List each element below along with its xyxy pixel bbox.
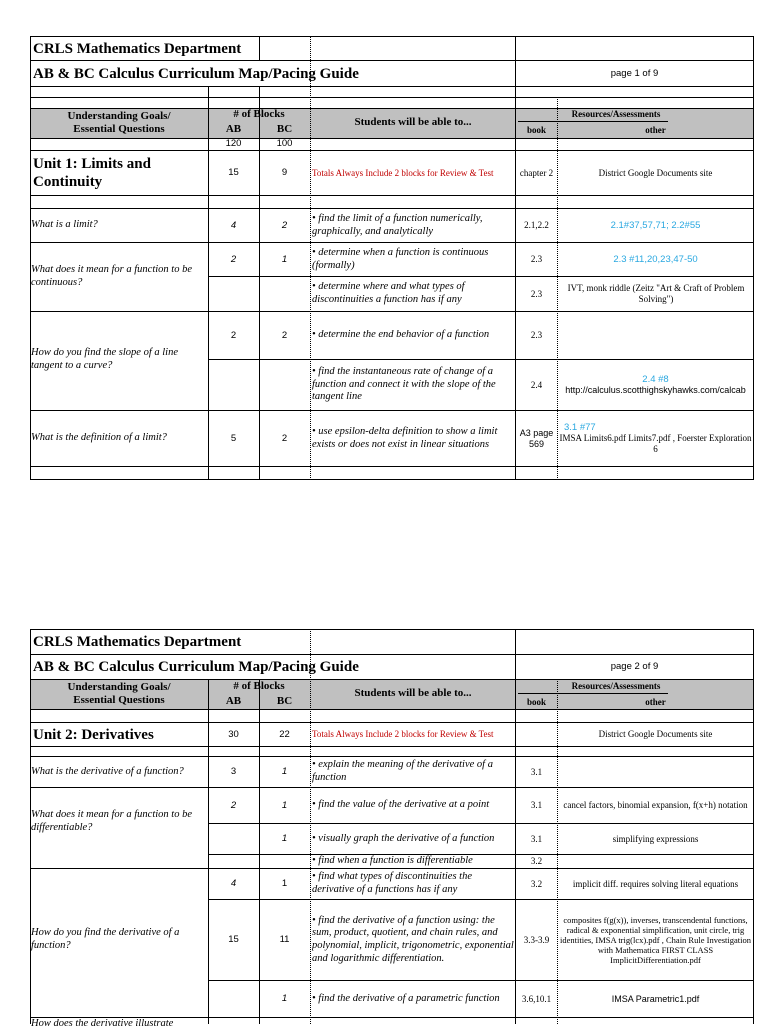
unit-title: Unit 1: Limits and Continuity	[33, 156, 151, 190]
question-text: What does it mean for a function to be continuous?	[31, 264, 192, 288]
row-other-link[interactable]: 2.3 #11,20,23,47-50	[613, 253, 698, 265]
header-resources: Resources/Assessments	[571, 680, 661, 691]
unit-ab-blocks: 15	[228, 167, 239, 179]
row-book: 3.1	[530, 800, 543, 811]
row-other-link[interactable]: 2.4 #8	[642, 373, 669, 385]
header-blocks: # of Blocks	[233, 108, 285, 121]
question-text: What does it mean for a function to be differentiable?	[31, 809, 192, 833]
header-other: other	[645, 124, 666, 135]
objective-text: • find the value of the derivative at a point	[312, 799, 490, 811]
question-text: What is the definition of a limit?	[31, 432, 167, 444]
unit-bc-blocks: 9	[281, 167, 288, 179]
header-students: Students will be able to...	[354, 687, 472, 700]
row-other: IMSA Parametric1.pdf	[611, 993, 700, 1004]
header-goals: Understanding Goals/ Essential Questions	[67, 109, 171, 135]
row-other: implicit diff. requires solving literal equations	[572, 878, 739, 889]
header-ab: AB	[225, 122, 242, 135]
row-book: 2.3	[530, 330, 543, 341]
header-ab: AB	[225, 694, 242, 707]
row-bc: 1	[281, 799, 288, 811]
row-book: 2.3	[530, 288, 543, 299]
objective-text: • visually graph the derivative of a function	[312, 832, 495, 844]
row-ab: 2	[230, 799, 237, 811]
unit-book: chapter 2	[519, 167, 554, 178]
objective-text: • find when a function is differentiable	[312, 855, 473, 867]
question-text: What is a limit?	[31, 219, 98, 231]
row-other-link[interactable]: 2.1#37,57,71; 2.2#55	[610, 219, 701, 231]
row-other-text: IMSA Limits6.pdf Limits7.pdf , Foerster Exploration 6	[559, 433, 752, 455]
row-book: A3 page 569	[519, 427, 554, 449]
row-other: composites f(g(x)), inverses, transcendental functions, radical & exponential simplification, unit circle, trig identities, IMSA trig(lcx).pdf , Chain Rule Investigation with Mathematica FIRST CLASS ImplicitDifferentiation.pdf	[560, 914, 751, 966]
row-bc: 1	[281, 993, 288, 1005]
row-other: cancel factors, binomial expansion, f(x+h) notation	[563, 800, 748, 811]
row-book: 3.2	[530, 878, 543, 889]
row-book: 3.1	[530, 833, 543, 844]
objective-text: • determine where and what types of discontinuities a function has if any	[312, 281, 465, 305]
unit-ab-blocks: 30	[228, 728, 239, 740]
header-bc: BC	[276, 694, 293, 707]
row-other: IVT, monk riddle (Zeitz "Art & Craft of Problem Solving")	[567, 283, 745, 304]
row-other-url[interactable]: http://calculus.scotthighskyhawks.com/calcab	[565, 385, 746, 396]
header-students: Students will be able to...	[354, 116, 472, 129]
question-text-partial: How does the derivative illustrate	[31, 1018, 174, 1029]
objective-text: • explain the meaning of the derivative of a function	[312, 759, 493, 783]
document-title: AB & BC Calculus Curriculum Map/Pacing Guide	[33, 65, 359, 82]
header-resources: Resources/Assessments	[571, 109, 661, 120]
objective-text: • determine the end behavior of a function	[312, 329, 490, 341]
row-bc: 2	[281, 432, 288, 444]
objective-text: • find the derivative of a parametric function	[312, 992, 500, 1004]
row-bc: 1	[281, 766, 288, 778]
row-other-link[interactable]: 3.1 #77	[564, 422, 596, 433]
row-bc: 2	[281, 219, 288, 231]
row-book: 2.3	[530, 254, 543, 265]
unit-other: District Google Documents site	[598, 167, 713, 178]
unit-note: Totals Always Include 2 blocks for Review & Test	[312, 167, 494, 178]
page-number: page 1 of 9	[610, 67, 659, 79]
objective-text: • determine when a function is continuous (formally)	[312, 246, 489, 271]
header-book: book	[526, 124, 546, 135]
row-ab: 2	[230, 253, 237, 265]
row-bc: 2	[281, 329, 288, 341]
total-bc: 100	[276, 138, 293, 150]
row-bc: 1	[281, 253, 288, 265]
question-text: How do you find the derivative of a function?	[31, 927, 180, 951]
row-bc: 11	[279, 934, 290, 946]
total-ab: 120	[225, 138, 242, 150]
row-ab: 4	[230, 219, 237, 231]
row-ab: 5	[230, 432, 237, 444]
header-blocks: # of Blocks	[233, 679, 285, 692]
row-ab: 15	[228, 934, 239, 946]
page-number: page 2 of 9	[610, 661, 659, 673]
department-title: CRLS Mathematics Department	[33, 634, 242, 650]
unit-other: District Google Documents site	[598, 729, 713, 740]
row-ab: 3	[230, 766, 237, 778]
header-other: other	[645, 696, 666, 707]
row-book: 2.1,2.2	[524, 220, 549, 231]
row-bc: 1	[281, 833, 288, 845]
objective-text: • use epsilon-delta definition to show a limit exists or does not exist in linear situations	[312, 425, 498, 450]
question-text: How do you find the slope of a line tangent to a curve?	[31, 347, 178, 371]
unit-bc-blocks: 22	[279, 728, 290, 740]
department-title: CRLS Mathematics Department	[33, 40, 242, 57]
row-book: 2.4	[530, 379, 543, 390]
header-goals: Understanding Goals/ Essential Questions	[67, 680, 171, 706]
unit-title: Unit 2: Derivatives	[33, 726, 154, 743]
header-bc: BC	[276, 122, 293, 135]
row-book: 3.3-3.9	[523, 934, 550, 945]
objective-text: • find the instantaneous rate of change of a function and connect it with the slope of the tangent line	[312, 366, 496, 403]
row-ab: 2	[230, 329, 237, 341]
question-text: What is the derivative of a function?	[31, 765, 184, 777]
header-book: book	[526, 696, 546, 707]
row-book: 3.2	[530, 856, 543, 867]
row-book: 3.1	[530, 766, 543, 777]
objective-text: • find the limit of a function numerically, graphically, and analytically	[312, 212, 483, 237]
row-ab: 4	[230, 878, 237, 890]
unit-note: Totals Always Include 2 blocks for Review & Test	[312, 729, 494, 740]
objective-text: • find what types of discontinuities the derivative of a functions has if any	[312, 871, 472, 895]
row-other: simplifying expressions	[612, 833, 699, 844]
objective-text: • find the derivative of a function using: the sum, product, quotient, and chain rules, and polynomial, implicit, trigonometric, exponential and logarithmic differentiation.	[312, 914, 514, 964]
row-bc: 1	[281, 878, 288, 890]
row-book: 3.6,10.1	[521, 993, 552, 1004]
document-title: AB & BC Calculus Curriculum Map/Pacing Guide	[33, 659, 359, 675]
